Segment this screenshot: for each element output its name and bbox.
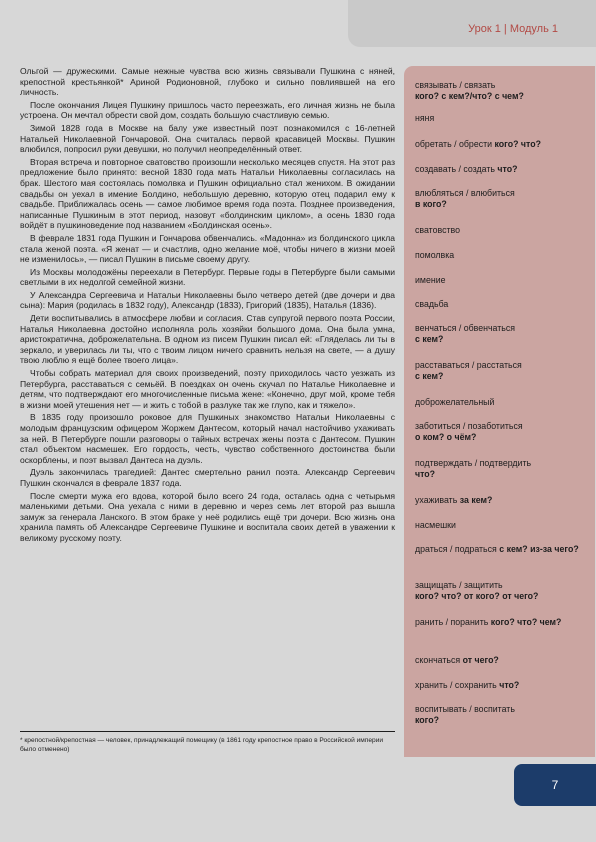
vocab-item	[415, 704, 587, 725]
vocab-government: с кем?	[415, 333, 444, 344]
header-tab	[348, 0, 596, 47]
vocab-item	[415, 250, 587, 261]
vocab-item	[415, 655, 587, 666]
vocab-item	[415, 495, 587, 506]
page-number: 7	[551, 778, 559, 792]
vocab-word: подтверждать / подтвердить	[415, 458, 532, 468]
vocab-word: влюбляться / влюбиться	[415, 188, 515, 198]
vocab-word: драться / подраться	[415, 544, 497, 554]
lesson-label: Урок 1	[468, 23, 501, 35]
vocab-word: воспитывать / воспитать	[415, 704, 515, 714]
paragraph: После смерти мужа его вдова, которой было всего 24 года, осталась одна с четырьмя маленькими детьми. Она уехала с ними в деревню и через семь лет второй раз вышла замуж за генерала Ланского. В этом браке у неё родились ещё три дочери. Всю жизнь она хранила память об Александре Сергеевиче Пушкине и воспитала своих детей в уважении к великому русскому поэту.	[20, 490, 395, 543]
vocab-government: в кого?	[415, 198, 447, 209]
paragraph: В 1835 году произошло роковое для Пушкиных знакомство Натальи Николаевны с молодым французским офицером Жоржем Дантесом, который начал настойчиво ухаживать за ней. В Петербурге пошли разговоры о тайных встречах жены поэта с Дантесом. Пушкин стал объектом насмешек. Его гордость, честь, чувство собственного достоинства были оскорблены, и поэт вызвал Дантеса на дуэль.	[20, 412, 395, 465]
header-separator: |	[503, 23, 507, 35]
vocab-word: обретать / обрести	[415, 139, 493, 149]
main-text	[20, 66, 395, 546]
vocab-government: кого? что? чем?	[490, 617, 562, 627]
vocab-government: от чего?	[462, 655, 499, 665]
vocab-item	[415, 680, 587, 691]
vocab-item	[415, 139, 587, 150]
vocab-government: кого? что? от кого? от чего?	[415, 590, 539, 601]
vocab-government: что?	[499, 680, 520, 690]
footnote: * крепостной/крепостная — человек, принадлежащий помещику (в 1861 году крепостное право в Российской империи было отменено)	[20, 737, 384, 753]
vocab-word: защищать / защитить	[415, 580, 503, 590]
vocab-government: за кем?	[459, 495, 493, 505]
vocab-word: венчаться / обвенчаться	[415, 323, 516, 333]
vocab-item	[415, 299, 587, 310]
vocab-government: о ком? о чём?	[415, 431, 477, 442]
vocab-item	[415, 617, 587, 628]
vocab-item	[415, 544, 587, 555]
paragraph: Вторая встреча и повторное сватовство произошли несколько месяцев спустя. На этот раз предложение было принято: весной 1830 года мать Натальи Николаевны согласилась на брак. Шестого мая состоялась помолвка и Пушкин официально стал женихом. В ожидании свадьбы он уехал в имение Болдино, небольшую деревню, которую отец подарил ему к свадьбе. Приближалась осень — самое любимое время года поэта. Позднее произведения, написанные Пушкиным в этот период, назовут «болдинским циклом», а осень 1830 года войдёт в пушкиноведение под названием «Болдинская осень».	[20, 156, 395, 231]
vocab-government: кого? с кем?/что? с чем?	[415, 90, 524, 101]
vocab-word: заботиться / позаботиться	[415, 421, 523, 431]
vocab-word: расставаться / расстаться	[415, 360, 522, 370]
page-number-badge	[514, 764, 596, 806]
paragraph: Дуэль закончилась трагедией: Дантес смертельно ранил поэта. Александр Сергеевич Пушкин скончался в феврале 1837 года.	[20, 467, 395, 488]
vocab-item	[415, 164, 587, 175]
vocab-item	[415, 421, 587, 442]
vocab-item	[415, 397, 587, 408]
vocab-word: доброжелательный	[415, 397, 495, 407]
vocab-word: помолвка	[415, 250, 455, 260]
paragraph: Ольгой — дружескими. Самые нежные чувства всю жизнь связывали Пушкина с няней, крепостной крестьянкой* Ариной Родионовной, глубоко и сильно повлиявшей на его личность.	[20, 66, 395, 98]
vocab-item	[415, 225, 587, 236]
vocab-item	[415, 188, 587, 209]
vocab-item	[415, 520, 587, 531]
paragraph: Чтобы собрать материал для своих произведений, поэту приходилось часто уезжать из Петербурга, расставаться с семьёй. В поездках он очень скучал по Наталье Николаевне и детям, что подтверждают его многочисленные письма жене: «Конечно, друг мой, кроме тебя в жизни моей утешения нет — и жить с тобой в разлуке так же глупо, как и тяжело».	[20, 368, 395, 410]
module-label: Модуль 1	[509, 23, 558, 35]
vocab-word: сватовство	[415, 225, 460, 235]
vocab-government: с кем?	[415, 370, 444, 381]
vocab-word: ухаживать	[415, 495, 458, 505]
footnote-divider	[20, 731, 395, 732]
vocab-word: насмешки	[415, 520, 456, 530]
vocab-government: что?	[497, 164, 518, 174]
vocab-government: с кем? из-за чего?	[499, 544, 579, 554]
vocab-word: няня	[415, 113, 435, 123]
paragraph: У Александра Сергеевича и Натальи Николаевны было четверо детей (две дочери и два сына): Мария (родилась в 1832 году), Александр (1833), Григорий (1835), Наталья (1836).	[20, 289, 395, 311]
paragraph: В феврале 1831 года Пушкин и Гончарова обвенчались. «Мадонна» из болдинского цикла стала женой поэта. «Я женат — и счастлив, одно желание моё, чтобы ничего в жизни моей не изменилось», — писал Пушкин в письме своему другу.	[20, 232, 395, 265]
vocab-item	[415, 580, 587, 601]
paragraph: Из Москвы молодожёны переехали в Петербург. Первые годы в Петербурге были самыми светлыми в их недолгой семейной жизни.	[20, 266, 395, 288]
vocab-word: скончаться	[415, 655, 461, 665]
vocab-government: кого?	[415, 714, 439, 725]
vocab-item	[415, 113, 587, 124]
vocab-word: свадьба	[415, 299, 449, 309]
vocab-word: ранить / поранить	[415, 617, 489, 627]
vocab-item	[415, 458, 587, 479]
vocab-item	[415, 80, 587, 101]
vocab-word: создавать / создать	[415, 164, 495, 174]
vocab-government: кого? что?	[494, 139, 541, 149]
vocab-item	[415, 323, 587, 344]
paragraph: Зимой 1828 года в Москве на балу уже известный поэт познакомился с 16-летней Натальей Николаевной Гончаровой. Она считалась первой красавицей Москвы. Пушкин влюбился, попросил руки девушки, но получил неопределённый ответ.	[20, 122, 395, 155]
vocab-word: имение	[415, 275, 446, 285]
lesson-module-label	[468, 23, 558, 35]
vocab-item	[415, 275, 587, 286]
paragraph: Дети воспитывались в атмосфере любви и согласия. Став супругой первого поэта России, Наталья Николаевна достойно исполняла роль хозяйки большого дома. Она была умна, аристократична, доброжелательна. В одном из писем Пушкин писал ей: «Гляделась ли ты в зеркало, и уверилась ли ты, что с твоим лицом ничего сравнить нельзя на свете, — а душу твою люблю я ещё более твоего лица».	[20, 313, 395, 366]
vocab-word: связывать / связать	[415, 80, 496, 90]
vocab-government: что?	[415, 468, 436, 479]
vocab-word: хранить / сохранить	[415, 680, 497, 690]
paragraph: После окончания Лицея Пушкину пришлось часто переезжать, его личная жизнь не была устроена. Он мечтал обрести свой дом, создать большую счастливую семью.	[20, 99, 395, 121]
vocab-item	[415, 360, 587, 381]
